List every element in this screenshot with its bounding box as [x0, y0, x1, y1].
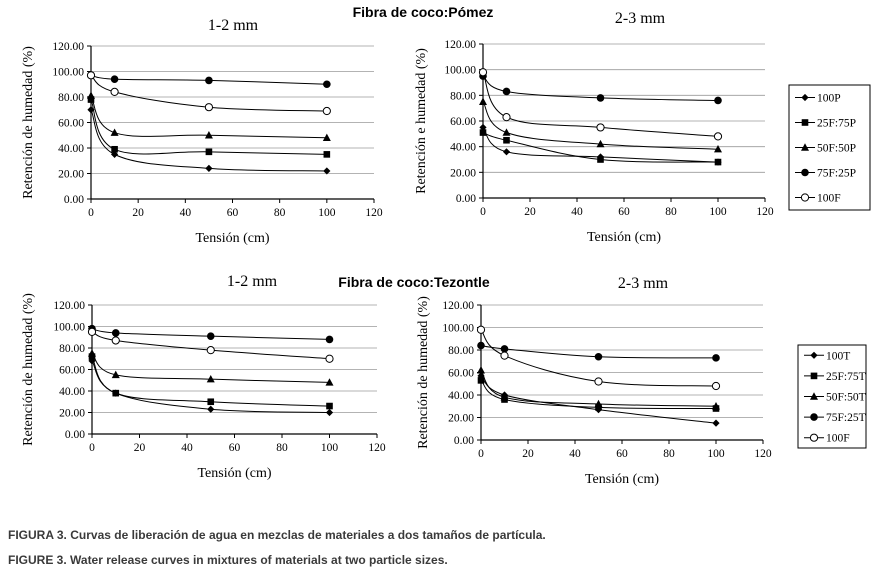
square-marker	[597, 156, 604, 163]
circle-marker	[111, 75, 119, 83]
y-tick-label: 40.00	[58, 143, 84, 155]
open-circle-marker	[87, 72, 94, 79]
series	[87, 92, 331, 141]
x-tick-label: 60	[228, 442, 241, 454]
open-circle-marker	[477, 326, 484, 333]
x-tick-label: 120	[756, 206, 774, 218]
legend	[798, 345, 866, 448]
legend-label: 100T	[826, 350, 851, 363]
square-marker	[480, 129, 487, 136]
x-tick-label: 100	[318, 207, 336, 219]
circle-marker	[714, 97, 722, 105]
series	[480, 129, 722, 165]
legend	[789, 85, 870, 210]
y-tick-label: 100.00	[442, 322, 474, 335]
y-tick-label: 80.00	[58, 92, 84, 104]
open-circle-marker	[326, 355, 333, 362]
x-tick-label: 20	[522, 448, 534, 460]
circle-marker	[112, 329, 120, 337]
y-tick-label: 40.00	[448, 390, 474, 402]
open-circle-marker	[112, 337, 119, 344]
y-tick-label: 80.00	[59, 343, 85, 355]
diamond-marker	[712, 420, 719, 427]
circle-marker	[597, 94, 605, 102]
open-circle-marker	[205, 104, 212, 111]
square-marker	[111, 146, 118, 153]
circle-marker	[205, 77, 213, 85]
x-tick-label: 120	[368, 442, 386, 454]
square-marker	[324, 151, 331, 158]
x-tick-label: 120	[365, 207, 383, 219]
y-tick-label: 0.00	[453, 435, 474, 447]
open-circle-marker	[714, 133, 721, 140]
y-tick-label: 0.00	[64, 429, 85, 441]
chart-title: 1-2 mm	[226, 273, 278, 290]
y-tick-label: 60.00	[448, 367, 474, 380]
chart-title: 2-3 mm	[617, 275, 669, 292]
x-tick-label: 40	[571, 206, 583, 218]
open-circle-marker	[323, 107, 330, 114]
y-tick-label: 120.00	[53, 300, 85, 312]
open-circle-marker	[595, 378, 602, 385]
series	[87, 106, 330, 174]
triangle-marker	[503, 128, 511, 135]
x-tick-label: 20	[132, 207, 144, 219]
open-circle-marker	[810, 434, 817, 441]
circle-marker	[326, 336, 334, 344]
square-marker	[326, 403, 333, 410]
open-circle-marker	[597, 124, 604, 131]
y-tick-label: 20.00	[58, 168, 84, 181]
x-tick-label: 80	[665, 206, 677, 218]
y-tick-label: 60.00	[59, 364, 85, 377]
y-axis-label: Retención e humedad (%)	[414, 48, 429, 194]
x-tick-label: 100	[709, 206, 727, 218]
circle-marker	[801, 169, 809, 177]
y-tick-label: 0.00	[63, 194, 84, 206]
square-marker	[207, 398, 214, 405]
series	[88, 349, 334, 385]
legend-label: 25F:75T	[826, 370, 866, 383]
series	[87, 72, 330, 89]
y-tick-label: 20.00	[450, 167, 476, 180]
y-axis-label: Retención de humedad (%)	[21, 293, 36, 446]
series	[88, 325, 333, 343]
x-tick-label: 60	[616, 448, 628, 460]
y-tick-label: 100.00	[444, 64, 476, 77]
x-axis-label: Tensión (cm)	[197, 466, 272, 481]
x-tick-label: 0	[480, 206, 486, 218]
y-tick-label: 120.00	[52, 41, 84, 53]
open-circle-marker	[501, 352, 508, 359]
square-marker	[802, 119, 809, 126]
group-title: Fibra de coco:Tezontle	[338, 274, 490, 290]
x-tick-label: 0	[88, 207, 94, 219]
circle-marker	[810, 413, 818, 421]
x-tick-label: 80	[273, 207, 286, 219]
y-tick-label: 100.00	[53, 321, 85, 334]
square-marker	[478, 377, 485, 384]
x-tick-label: 0	[89, 442, 95, 454]
x-axis-label: Tensión (cm)	[586, 230, 662, 245]
circle-marker	[323, 80, 331, 88]
circle-marker	[477, 342, 485, 350]
circle-marker	[207, 332, 215, 340]
x-tick-label: 80	[276, 442, 288, 454]
open-circle-marker	[479, 69, 486, 76]
series	[479, 72, 722, 104]
y-tick-label: 100.00	[52, 66, 84, 79]
legend-label: 50F:50P	[817, 142, 856, 155]
x-tick-label: 100	[320, 442, 339, 454]
series	[479, 69, 721, 140]
diamond-marker	[326, 409, 333, 416]
x-tick-label: 40	[181, 442, 193, 454]
legend-label: 100F	[826, 432, 850, 445]
circle-marker	[503, 88, 511, 96]
open-circle-marker	[111, 88, 118, 95]
x-tick-label: 60	[618, 206, 630, 218]
chart-panel	[21, 17, 383, 246]
y-tick-label: 60.00	[58, 117, 84, 130]
legend-label: 25F:75P	[817, 117, 856, 130]
x-tick-label: 80	[663, 448, 675, 460]
x-tick-label: 40	[569, 448, 581, 460]
x-axis-label: Tensión (cm)	[195, 231, 270, 246]
x-axis-label: Tensión (cm)	[584, 472, 660, 487]
y-axis-label: Retención de humedad (%)	[21, 46, 36, 199]
x-tick-label: 20	[524, 206, 536, 218]
group-title: Fibra de coco:Pómez	[352, 4, 494, 20]
triangle-marker	[111, 129, 119, 136]
x-tick-label: 60	[226, 207, 239, 219]
square-marker	[112, 390, 119, 397]
triangle-marker	[477, 366, 485, 373]
triangle-marker	[479, 98, 487, 105]
chart-panel	[416, 275, 772, 487]
open-circle-marker	[88, 328, 95, 335]
legend-label: 50F:50T	[826, 391, 866, 404]
x-tick-label: 100	[707, 448, 725, 460]
y-tick-label: 20.00	[448, 412, 474, 425]
series	[88, 357, 333, 416]
diamond-marker	[503, 148, 510, 155]
chart-panel	[414, 10, 774, 245]
series	[477, 342, 720, 362]
circle-marker	[595, 353, 603, 361]
open-circle-marker	[503, 114, 510, 121]
series-line	[91, 110, 327, 171]
x-tick-label: 20	[133, 442, 146, 454]
square-marker	[503, 137, 510, 144]
chart-title: 2-3 mm	[614, 10, 666, 27]
y-tick-label: 120.00	[442, 300, 474, 312]
square-marker	[811, 373, 818, 380]
y-tick-label: 80.00	[450, 90, 476, 103]
chart-panel	[21, 273, 386, 481]
open-circle-marker	[207, 347, 214, 354]
y-tick-label: 60.00	[450, 116, 476, 128]
legend-label: 75F:25P	[817, 167, 856, 180]
triangle-marker	[87, 92, 95, 99]
diamond-marker	[205, 165, 212, 172]
y-tick-label: 80.00	[448, 345, 474, 357]
open-circle-marker	[801, 194, 808, 201]
y-tick-label: 0.00	[455, 193, 476, 205]
legend-label: 100F	[817, 192, 841, 205]
y-tick-label: 20.00	[59, 407, 85, 420]
circle-marker	[712, 354, 720, 362]
chart-title: 1-2 mm	[207, 17, 259, 34]
legend-label: 100P	[817, 92, 841, 105]
caption-english: FIGURE 3. Water release curves in mixtures of materials at two particle sizes.	[8, 553, 448, 567]
y-tick-label: 40.00	[450, 141, 476, 154]
triangle-marker	[88, 349, 96, 356]
square-marker	[715, 159, 722, 166]
square-marker	[206, 149, 213, 156]
open-circle-marker	[712, 382, 719, 389]
y-tick-label: 120.00	[444, 39, 476, 51]
y-tick-label: 40.00	[59, 386, 85, 398]
y-axis-label: Retención de humedad (%)	[416, 296, 431, 449]
x-tick-label: 0	[478, 448, 484, 460]
diamond-marker	[207, 406, 214, 413]
caption-spanish: FIGURA 3. Curvas de liberación de agua en mezclas de materiales a dos tamaños de partícula.	[8, 528, 546, 542]
x-tick-label: 120	[754, 448, 772, 460]
legend-label: 75F:25T	[826, 412, 866, 425]
x-tick-label: 40	[179, 207, 192, 219]
